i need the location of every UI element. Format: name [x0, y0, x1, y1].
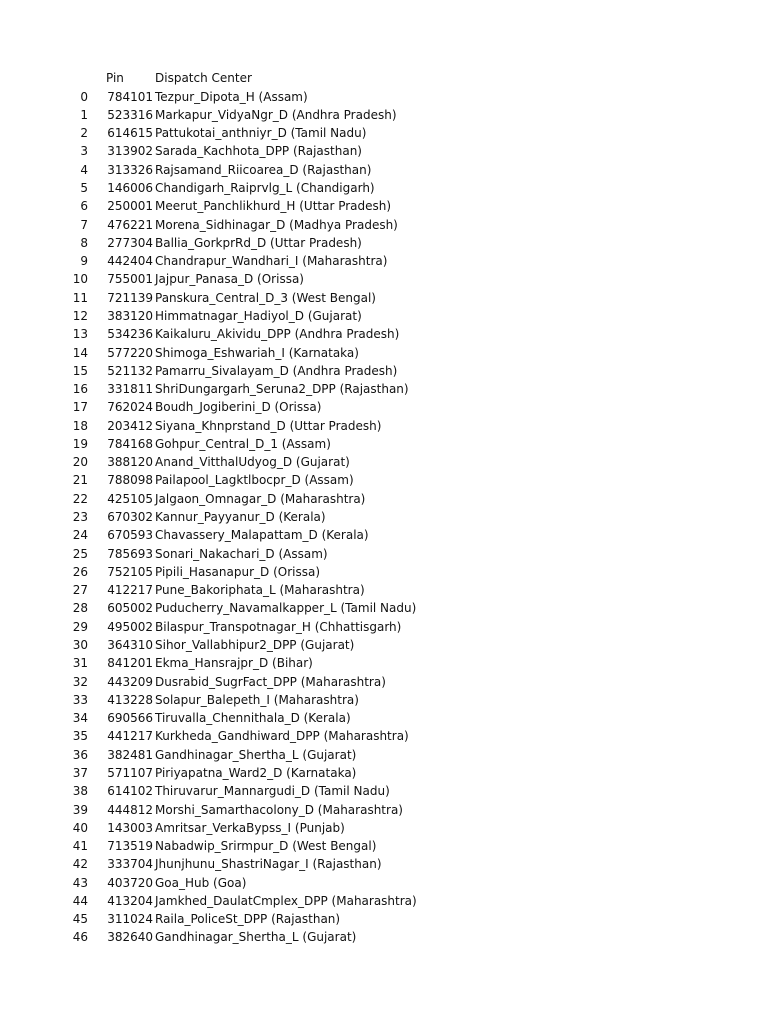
table-row [0, 398, 768, 416]
row-index: 30 [72, 638, 88, 652]
pin-cell: 313902 [107, 144, 153, 159]
dispatch-center-cell: Kaikaluru_Akividu_DPP (Andhra Pradesh) [155, 327, 400, 342]
pin-cell: 442404 [107, 254, 153, 269]
row-index: 10 [72, 272, 88, 287]
row-index: 17 [72, 400, 88, 415]
pin-cell: 425105 [107, 491, 153, 506]
dispatch-center-cell: Meerut_Panchlikhurd_H (Uttar Pradesh) [155, 199, 392, 214]
pin-cell: 670593 [107, 528, 153, 543]
row-index: 43 [72, 875, 88, 890]
dispatch-center-cell: Gohpur_Central_D_1 (Assam) [155, 436, 331, 451]
pin-cell: 788098 [107, 473, 153, 488]
row-index: 16 [72, 382, 88, 397]
dispatch-center-cell: Jalgaon_Omnagar_D (Maharashtra) [155, 491, 366, 506]
row-index: 20 [72, 455, 88, 470]
table-row [0, 216, 768, 234]
pin-cell: 413228 [107, 692, 153, 707]
dispatch-center-cell: Raila_PoliceSt_DPP (Rajasthan) [155, 912, 341, 927]
dispatch-center-cell: Thiruvarur_Mannargudi_D (Tamil Nadu) [155, 784, 390, 799]
row-index: 38 [72, 784, 88, 799]
pin-cell: 721139 [107, 290, 153, 305]
pin-cell: 571107 [107, 765, 153, 780]
table-row [0, 801, 768, 819]
dispatch-center-cell: Kannur_Payyanur_D (Kerala) [155, 510, 326, 525]
table-row [0, 490, 768, 508]
pin-cell: 784168 [107, 436, 153, 451]
table-row [0, 307, 768, 325]
table-row [0, 782, 768, 800]
table-row [0, 874, 768, 892]
pin-cell: 383120 [107, 308, 153, 323]
row-index: 1 [80, 107, 88, 122]
row-index: 44 [72, 893, 88, 908]
table-row [0, 892, 768, 910]
table-row [0, 526, 768, 544]
dispatch-center-cell: Pailapool_Lagktlbocpr_D (Assam) [155, 473, 354, 488]
dispatch-center-cell: Goa_Hub (Goa) [155, 875, 247, 890]
dispatch-center-cell: Sonari_Nakachari_D (Assam) [155, 546, 328, 561]
dispatch-center-cell: Morshi_Samarthacolony_D (Maharashtra) [155, 802, 403, 817]
table-row [0, 581, 768, 599]
dispatch-center-cell: Dusrabid_SugrFact_DPP (Maharashtra) [155, 674, 386, 689]
table-row [0, 855, 768, 873]
row-index: 33 [72, 692, 88, 707]
pin-cell: 614615 [107, 126, 153, 141]
dispatch-center-cell: Ekma_Hansrajpr_D (Bihar) [155, 656, 313, 671]
table-row [0, 837, 768, 855]
pin-cell: 713519 [107, 839, 153, 854]
table-row [0, 179, 768, 197]
dispatch-center-cell: Chandrapur_Wandhari_I (Maharashtra) [155, 254, 388, 269]
row-index: 11 [72, 290, 88, 305]
table-row [0, 435, 768, 453]
pin-cell: 476221 [107, 217, 153, 232]
table-row [0, 380, 768, 398]
row-index: 0 [80, 89, 88, 104]
row-index: 12 [72, 308, 88, 323]
row-index: 7 [80, 217, 88, 232]
table-row [0, 727, 768, 745]
row-index: 36 [72, 747, 88, 762]
row-index: 31 [72, 656, 88, 671]
dispatch-center-cell: Panskura_Central_D_3 (West Bengal) [155, 290, 376, 305]
pin-cell: 382481 [107, 747, 153, 762]
table-row [0, 197, 768, 215]
dispatch-center-cell: Chavassery_Malapattam_D (Kerala) [155, 528, 369, 543]
dispatch-center-cell: Boudh_Jogiberini_D (Orissa) [155, 400, 322, 415]
table-header-row [0, 69, 768, 87]
row-index: 32 [72, 674, 88, 689]
table-row [0, 545, 768, 563]
row-index: 13 [72, 327, 88, 342]
table-row [0, 746, 768, 764]
dispatch-center-cell: Markapur_VidyaNgr_D (Andhra Pradesh) [155, 107, 397, 122]
row-index: 2 [80, 126, 88, 141]
table-row [0, 471, 768, 489]
dispatch-center-cell: Chandigarh_Raiprvlg_L (Chandigarh) [155, 181, 375, 195]
dispatch-center-cell: Pattukotai_anthniyr_D (Tamil Nadu) [155, 126, 367, 141]
table-row [0, 508, 768, 526]
pin-cell: 382640 [107, 930, 153, 945]
table-row [0, 362, 768, 380]
pin-cell: 495002 [107, 619, 153, 634]
table-row [0, 124, 768, 142]
row-index: 29 [72, 619, 88, 634]
table-row [0, 161, 768, 179]
row-index: 35 [72, 729, 88, 744]
table-row [0, 453, 768, 471]
dispatch-center-cell: Ballia_GorkprRd_D (Uttar Pradesh) [155, 235, 362, 250]
dispatch-center-cell: Siyana_Khnprstand_D (Uttar Pradesh) [155, 418, 382, 433]
dispatch-center-cell: Tezpur_Dipota_H (Assam) [155, 89, 308, 104]
dispatch-center-cell: Kurkheda_Gandhiward_DPP (Maharashtra) [155, 729, 409, 744]
dispatch-center-cell: Pune_Bakoriphata_L (Maharashtra) [155, 583, 365, 598]
row-index: 37 [72, 765, 88, 780]
row-index: 34 [72, 711, 88, 726]
pin-cell: 690566 [107, 711, 153, 726]
pin-cell: 755001 [107, 272, 153, 287]
pin-cell: 785693 [107, 546, 153, 561]
table-row [0, 325, 768, 343]
table-row [0, 106, 768, 124]
pin-cell: 577220 [107, 345, 153, 360]
dispatch-center-cell: Gandhinagar_Shertha_L (Gujarat) [155, 747, 357, 762]
table-row [0, 142, 768, 160]
row-index: 27 [72, 583, 88, 598]
dispatch-center-cell: Sihor_Vallabhipur2_DPP (Gujarat) [155, 638, 355, 652]
row-index: 28 [72, 601, 88, 616]
column-header-dispatch-center: Dispatch Center [155, 70, 252, 85]
dispatch-center-cell: Solapur_Balepeth_I (Maharashtra) [155, 692, 359, 707]
row-index: 8 [80, 235, 88, 250]
pin-cell: 441217 [107, 729, 153, 744]
dispatch-center-cell: Bilaspur_Transpotnagar_H (Chhattisgarh) [155, 619, 402, 634]
row-index: 26 [72, 564, 88, 579]
row-index: 14 [72, 345, 88, 360]
pin-cell: 203412 [107, 418, 153, 433]
pin-cell: 762024 [107, 400, 153, 415]
table-row [0, 234, 768, 252]
pin-cell: 333704 [107, 857, 153, 872]
row-index: 24 [72, 528, 88, 543]
row-index: 6 [80, 199, 88, 214]
row-index: 19 [72, 436, 88, 451]
table-row [0, 910, 768, 928]
table-row [0, 636, 768, 654]
dispatch-center-cell: Jhunjhunu_ShastriNagar_I (Rajasthan) [155, 857, 382, 872]
dispatch-center-cell: Rajsamand_Riicoarea_D (Rajasthan) [155, 162, 372, 177]
table-row [0, 691, 768, 709]
dispatch-center-cell: Piriyapatna_Ward2_D (Karnataka) [155, 765, 357, 780]
pin-cell: 841201 [107, 656, 153, 671]
pin-cell: 523316 [107, 107, 153, 122]
pin-cell: 413204 [107, 893, 153, 908]
table-row [0, 764, 768, 782]
table-row [0, 270, 768, 288]
row-index: 3 [80, 144, 88, 159]
pin-cell: 443209 [107, 674, 153, 689]
pin-cell: 403720 [107, 875, 153, 890]
row-index: 40 [72, 820, 88, 835]
pin-cell: 143003 [107, 820, 153, 835]
table-row [0, 289, 768, 307]
row-index: 25 [72, 546, 88, 561]
row-index: 21 [72, 473, 88, 488]
table-row [0, 673, 768, 691]
dispatch-center-cell: ShriDungargarh_Seruna2_DPP (Rajasthan) [155, 382, 409, 397]
row-index: 22 [72, 491, 88, 506]
row-index: 46 [72, 930, 88, 945]
pin-cell: 146006 [107, 181, 153, 195]
row-index: 42 [72, 857, 88, 872]
table-row [0, 599, 768, 617]
table-row [0, 618, 768, 636]
row-index: 4 [80, 162, 88, 177]
table-row [0, 709, 768, 727]
dispatch-center-cell: Nabadwip_Srirmpur_D (West Bengal) [155, 839, 377, 854]
pin-cell: 388120 [107, 455, 153, 470]
pin-cell: 331811 [107, 382, 153, 397]
pin-cell: 534236 [107, 327, 153, 342]
pin-cell: 670302 [107, 510, 153, 525]
table-row [0, 344, 768, 362]
pin-cell: 313326 [107, 162, 153, 177]
pin-cell: 752105 [107, 564, 153, 579]
pin-cell: 311024 [107, 912, 153, 927]
row-index: 23 [72, 510, 88, 525]
dispatch-center-cell: Morena_Sidhinagar_D (Madhya Pradesh) [155, 217, 398, 232]
row-index: 45 [72, 912, 88, 927]
dispatch-center-cell: Sarada_Kachhota_DPP (Rajasthan) [155, 144, 362, 159]
column-header-pin: Pin [106, 70, 124, 85]
row-index: 18 [72, 418, 88, 433]
table-row [0, 928, 768, 946]
dispatch-center-cell: Jamkhed_DaulatCmplex_DPP (Maharashtra) [155, 893, 417, 908]
dispatch-center-cell: Amritsar_VerkaBypss_I (Punjab) [155, 820, 345, 835]
table-row [0, 252, 768, 270]
dispatch-center-cell: Himmatnagar_Hadiyol_D (Gujarat) [155, 308, 362, 323]
dispatch-center-cell: Gandhinagar_Shertha_L (Gujarat) [155, 930, 357, 945]
dispatch-center-cell: Jajpur_Panasa_D (Orissa) [155, 272, 304, 287]
dispatch-center-cell: Shimoga_Eshwariah_I (Karnataka) [155, 345, 359, 360]
dispatch-center-cell: Pipili_Hasanapur_D (Orissa) [155, 564, 321, 579]
pin-cell: 364310 [107, 638, 153, 652]
table-row [0, 654, 768, 672]
dispatch-center-cell: Anand_VitthalUdyog_D (Gujarat) [155, 455, 350, 470]
table-row [0, 417, 768, 435]
row-index: 5 [80, 181, 88, 195]
dispatch-center-cell: Pamarru_Sivalayam_D (Andhra Pradesh) [155, 363, 398, 378]
table-row [0, 88, 768, 106]
dispatch-center-cell: Tiruvalla_Chennithala_D (Kerala) [155, 711, 351, 726]
table-row [0, 819, 768, 837]
pin-cell: 412217 [107, 583, 153, 598]
table-row [0, 563, 768, 581]
dispatch-center-cell: Puducherry_Navamalkapper_L (Tamil Nadu) [155, 601, 417, 616]
pin-cell: 444812 [107, 802, 153, 817]
row-index: 9 [80, 254, 88, 269]
row-index: 41 [72, 839, 88, 854]
pin-cell: 521132 [107, 363, 153, 378]
pin-cell: 277304 [107, 235, 153, 250]
row-index: 15 [72, 363, 88, 378]
pin-cell: 250001 [107, 199, 153, 214]
pin-cell: 605002 [107, 601, 153, 616]
row-index: 39 [72, 802, 88, 817]
pin-cell: 614102 [107, 784, 153, 799]
pin-cell: 784101 [107, 89, 153, 104]
